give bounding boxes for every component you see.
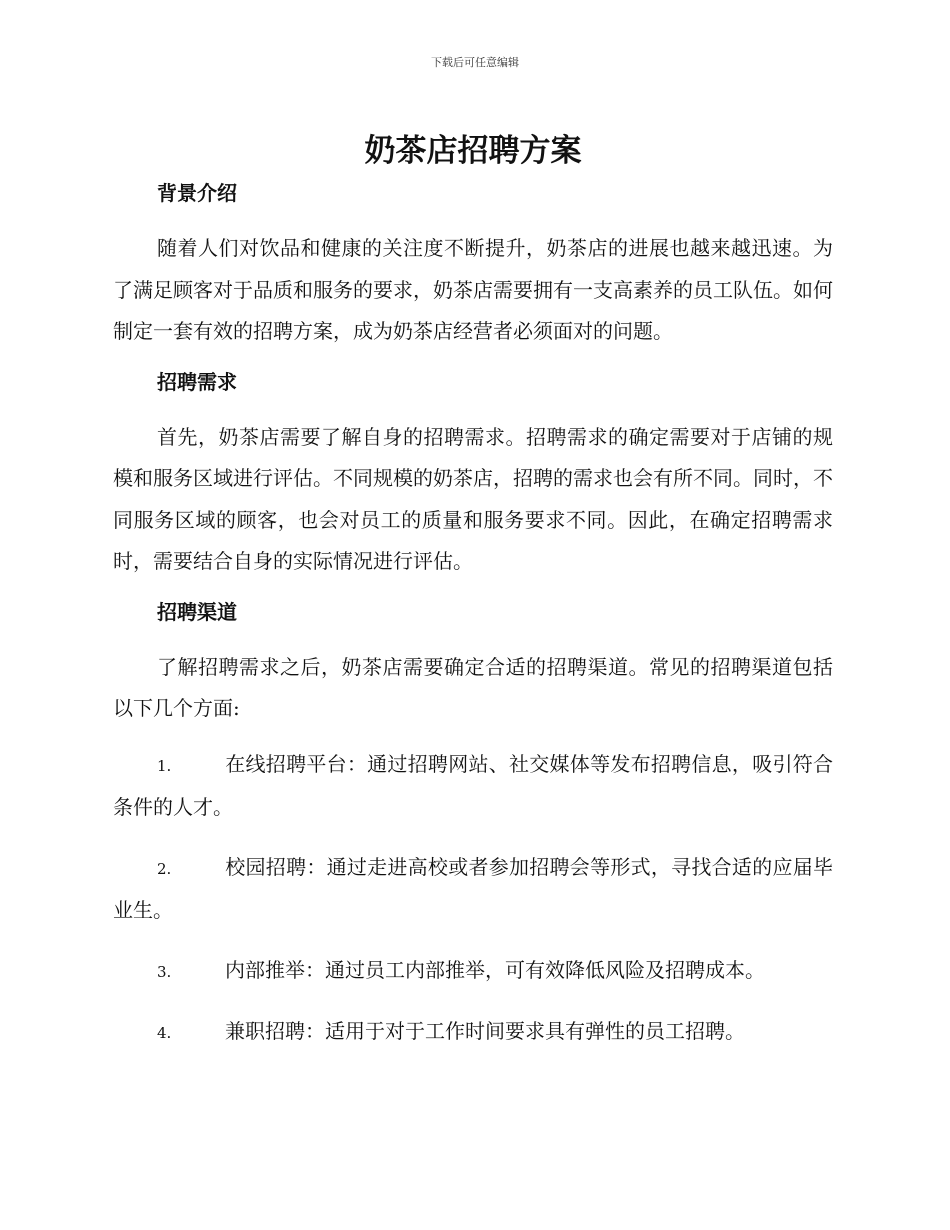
list-item-text: 在线招聘平台：通过招聘网站、社交媒体等发布招聘信息，吸引符合条件的人才。 [113, 751, 833, 819]
list-item-text: 校园招聘：通过走进高校或者参加招聘会等形式，寻找合适的应届毕业生。 [113, 854, 833, 922]
list-item [113, 1011, 833, 1055]
document-body [113, 130, 833, 1073]
channel-list [113, 744, 833, 1055]
list-item [113, 847, 833, 932]
section-background [113, 178, 833, 353]
section-heading: 背景介绍 [157, 181, 237, 205]
document-title: 奶茶店招聘方案 [364, 133, 582, 169]
section-recruitment-channels [113, 597, 833, 1055]
page-header-note: 下载后可任意编辑 [431, 56, 519, 69]
list-item-number: 2. [157, 859, 172, 878]
paragraph: 首先，奶茶店需要了解自身的招聘需求。招聘需求的确定需要对于店铺的规模和服务区域进行评估。不同规模的奶茶店，招聘的需求也会有所不同。同时，不同服务区域的顾客，也会对员工的质量和服务要求不同。因此，在确定招聘需求时，需要结合自身的实际情况进行评估。 [113, 424, 833, 573]
list-item [113, 950, 833, 994]
section-heading: 招聘需求 [157, 369, 237, 394]
section-heading: 招聘渠道 [157, 599, 237, 624]
list-item-text: 兼职招聘：适用于对于工作时间要求具有弹性的员工招聘。 [225, 1019, 745, 1043]
paragraph: 了解招聘需求之后，奶茶店需要确定合适的招聘渠道。常见的招聘渠道包括以下几个方面: [113, 654, 833, 720]
paragraph: 随着人们对饮品和健康的关注度不断提升，奶茶店的进展也越来越迅速。为了满足顾客对于品质和服务的要求，奶茶店需要拥有一支高素养的员工队伍。如何制定一套有效的招聘方案，成为奶茶店经营者必须面对的问题。 [113, 236, 833, 343]
list-item-number: 4. [157, 1024, 172, 1042]
section-recruitment-needs [113, 367, 833, 583]
list-item-text: 内部推举：通过员工内部推举，可有效降低风险及招聘成本。 [225, 957, 765, 982]
list-item-number: 1. [157, 756, 172, 775]
list-item-number: 3. [157, 962, 172, 981]
list-item [113, 744, 833, 829]
